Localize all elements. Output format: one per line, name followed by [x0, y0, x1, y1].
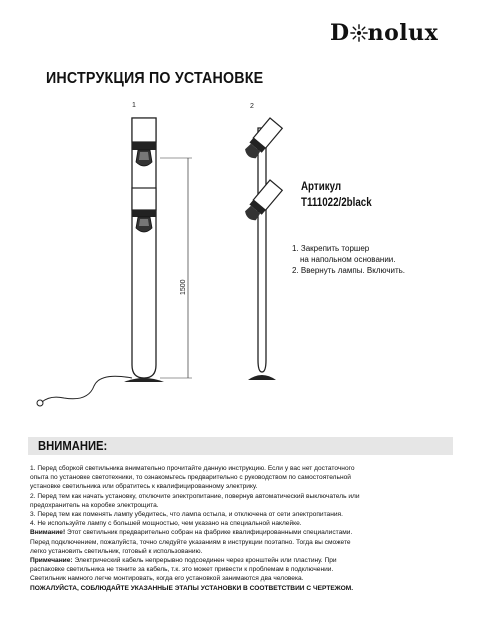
brand-logo [330, 20, 438, 46]
warning-line: 4. Не используйте лампу с большей мощностью, чем указано на специальной наклейке. [30, 520, 302, 528]
figure-1-label: 1 [132, 102, 136, 109]
figure-2-label: 2 [250, 103, 254, 110]
step-line: 1. Закрепить торшер [292, 244, 370, 253]
warning-line: распаковке светильника не тяните за кабель, т.к. это может привести к проблемам в подключении. [30, 566, 334, 574]
warning-line: 2. Перед тем как начать установку, отключите электропитание, повернув автоматический выключатель или [30, 492, 360, 500]
attention-text: Этот светильник предварительно собран на фабрике квалифицированными специалистами. [65, 529, 353, 537]
brand-logo-rest: nolux [367, 20, 439, 46]
page-title: ИНСТРУКЦИЯ ПО УСТАНОВКЕ [46, 70, 264, 87]
install-steps [292, 243, 405, 276]
brand-logo-initial: D [330, 20, 350, 46]
attention-line [30, 528, 455, 537]
warning-line: Перед подключением, пожалуйста, точно следуйте указаниям в инструкции поэтапно. Тогда вы сможете [30, 538, 351, 546]
warning-line: легко установить светильник, готовый к использованию. [30, 547, 203, 555]
figure-2-drawing [228, 110, 298, 390]
warning-text [30, 464, 455, 593]
article-code: T111022/2black [301, 197, 372, 209]
article-label: Артикул [301, 181, 342, 193]
dimension-label: 1500 [180, 279, 187, 295]
attention-label: Внимание! [30, 529, 66, 537]
warning-line: установке светильника или обратитесь к квалифицированному электрику. [30, 483, 258, 491]
closing-line: ПОЖАЛУЙСТА, СОБЛЮДАЙТЕ УКАЗАННЫЕ ЭТАПЫ УСТАНОВКИ В СООТВЕТСТВИИ С ЧЕРТЕЖОМ. [30, 584, 354, 592]
figure-1-drawing [20, 110, 220, 410]
article-block [301, 179, 372, 211]
step-line: на напольном основании. [300, 255, 396, 264]
sun-icon [350, 24, 368, 42]
note-label: Примечание: [30, 557, 73, 565]
warning-line: предохранитель на коробке электрощита. [30, 501, 159, 509]
warning-heading: ВНИМАНИЕ: [38, 439, 108, 453]
warning-line: опыта по установке светотехники, то ознакомьтесь предварительно с руководством по самостоятельной [30, 474, 351, 482]
warning-line: 3. Перед тем как поменять лампу убедитесь, что лампа остыла, и отключена от сети электропитания. [30, 511, 343, 519]
note-text: Электрический кабель непрерывно подсоединен через кронштейн или пластину. При [72, 557, 337, 565]
step-line: 2. Ввернуть лампы. Включить. [292, 266, 406, 275]
warning-line: 1. Перед сборкой светильника внимательно прочитайте данную инструкцию. Если у вас нет достаточного [30, 465, 355, 472]
warning-line: Светильник намного легче монтировать, когда его установкой занимаются два человека. [30, 575, 304, 583]
note-line [30, 556, 455, 565]
